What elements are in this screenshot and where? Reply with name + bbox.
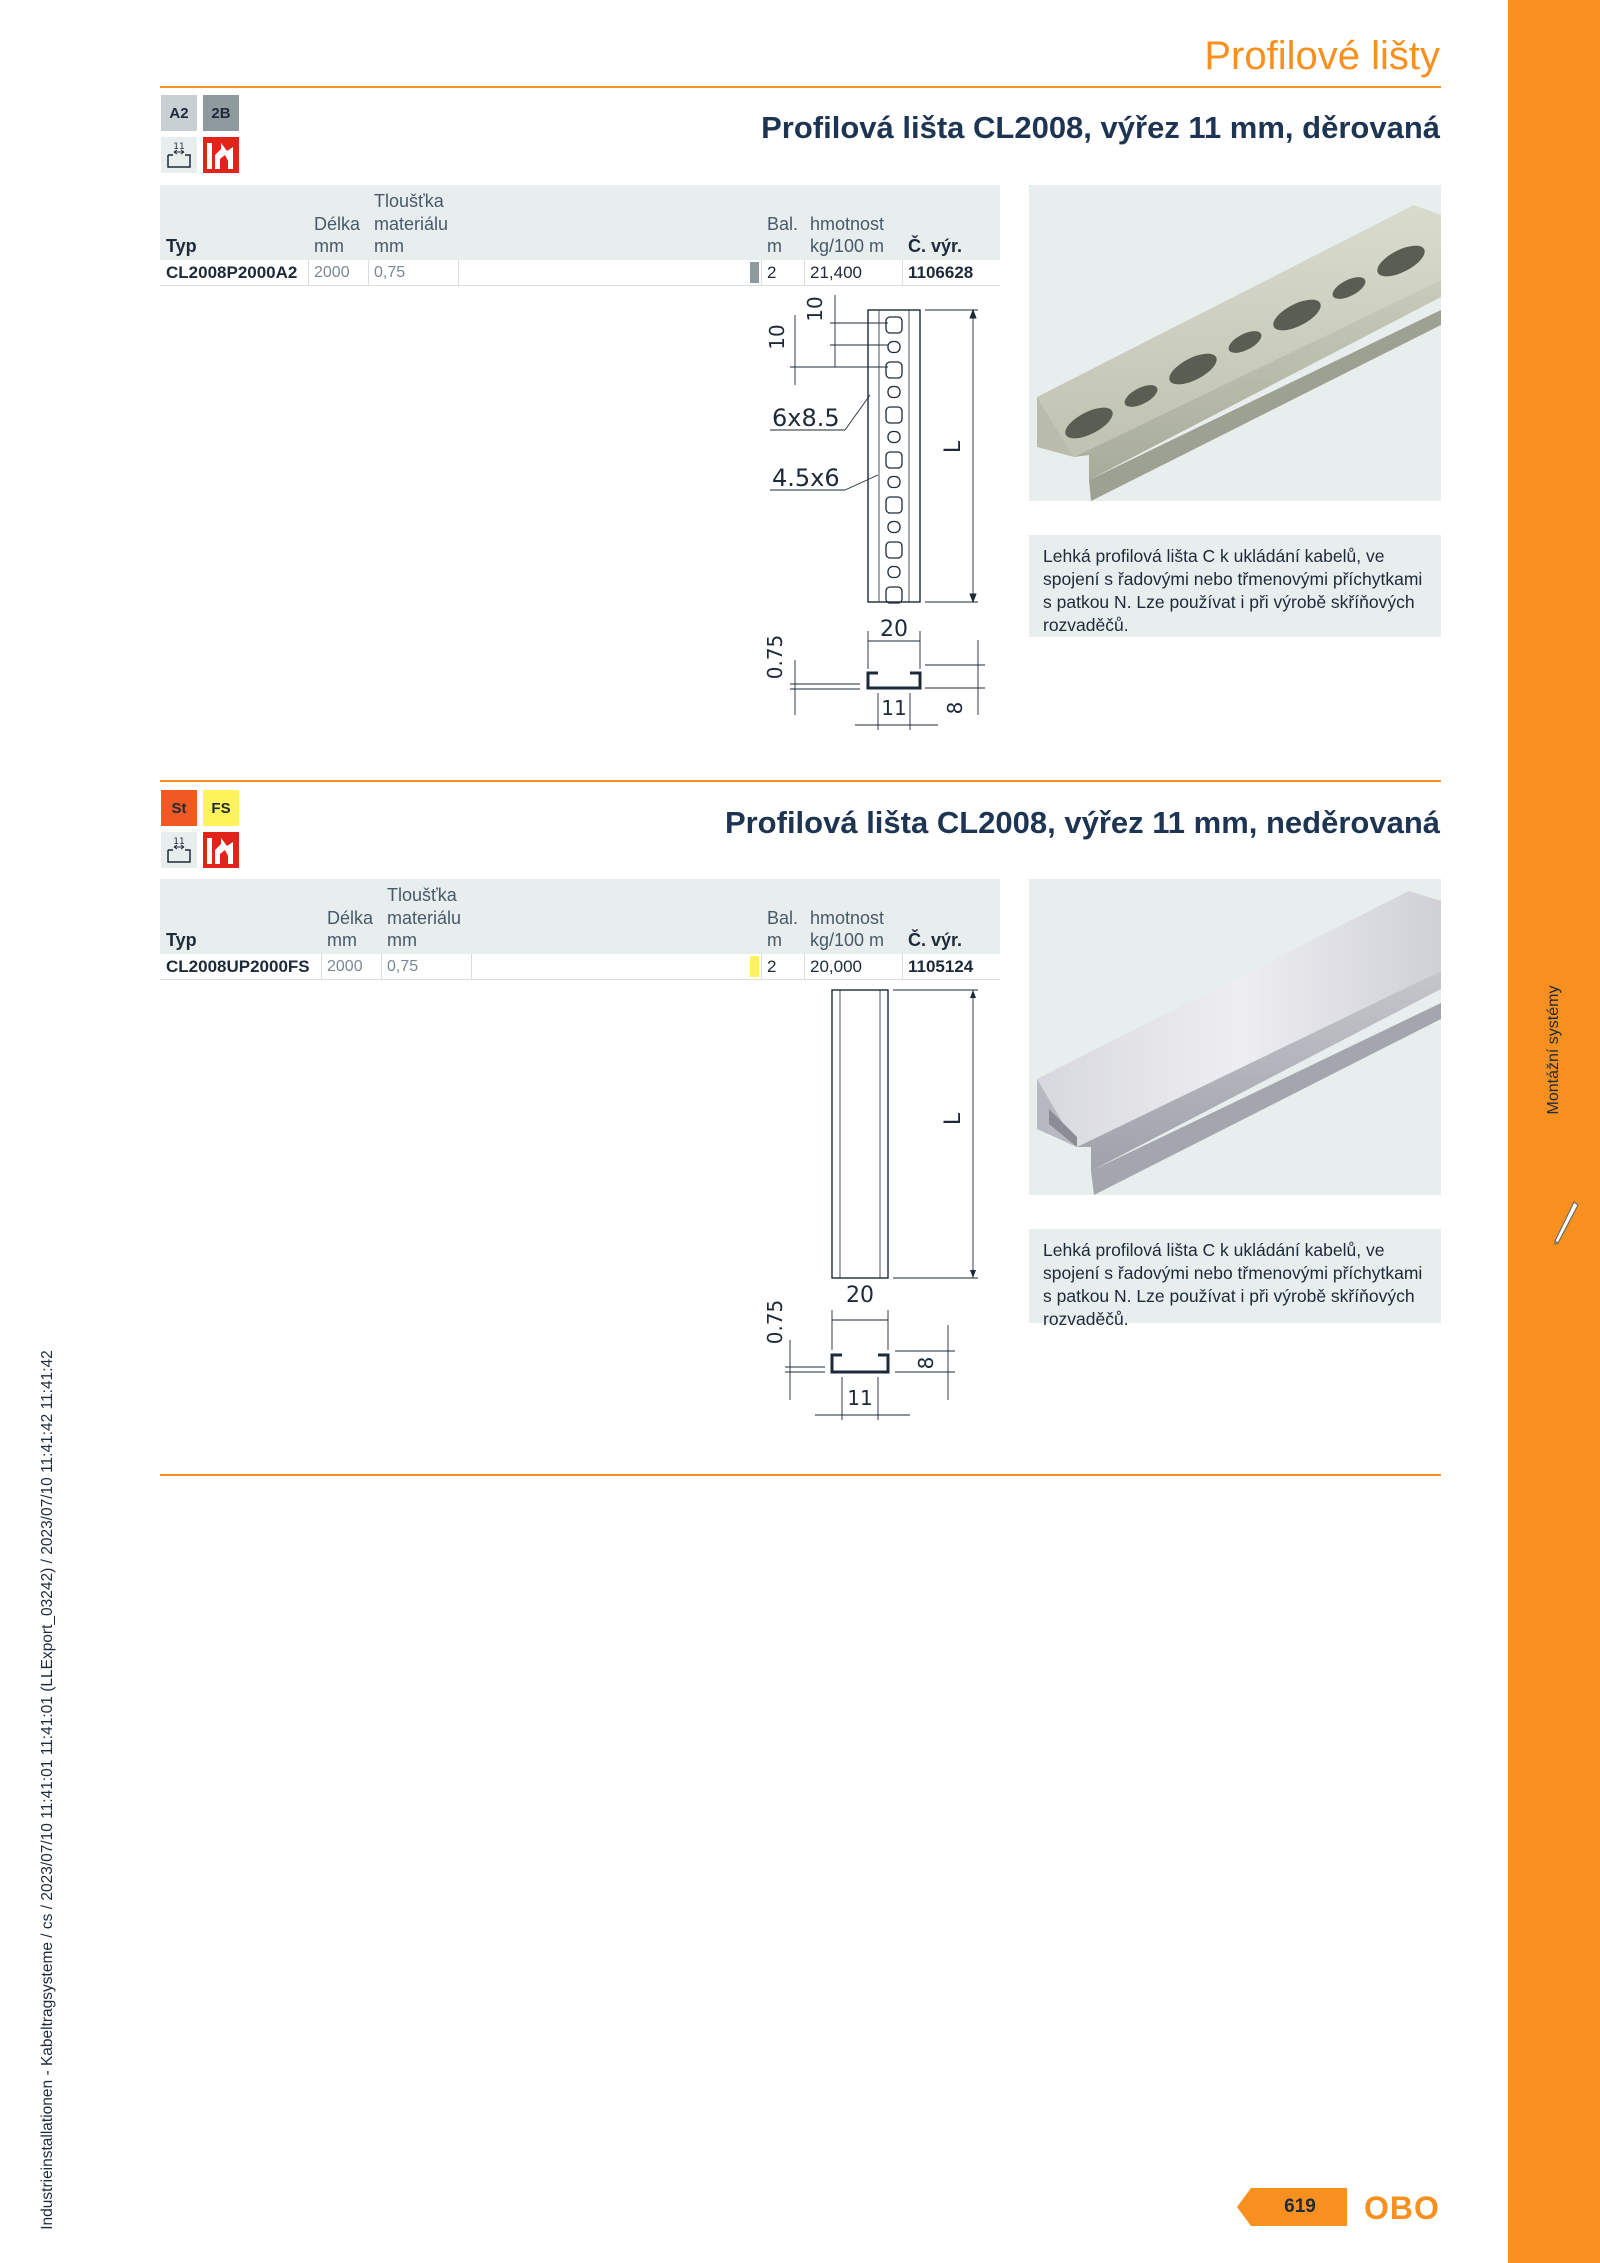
cell-bal: 2 — [767, 957, 777, 976]
col-delka-unit: mm — [327, 930, 357, 950]
dim-length: L — [941, 440, 966, 454]
product-table-header — [160, 185, 1000, 260]
technical-drawing-solid — [760, 980, 1000, 1430]
finish-swatch — [750, 262, 759, 283]
dim-opening: 11 — [881, 696, 907, 720]
cell-hmotnost: 21,400 — [810, 263, 862, 282]
technical-drawing-perforated — [760, 285, 1000, 745]
sidebar-label: Montážní systémy — [1545, 985, 1562, 1115]
slot-hole — [886, 542, 902, 558]
finish-badge: 2B — [203, 95, 239, 131]
finish-badge: FS — [203, 790, 239, 826]
material-badge: A2 — [161, 95, 197, 131]
table-row — [160, 954, 1000, 980]
slot-hole — [886, 497, 902, 513]
cell-tloustka: 0,75 — [387, 958, 419, 975]
cell-cislo-vyrobku: 1106628 — [908, 263, 974, 282]
dim-top-pitch: 10 — [803, 296, 827, 322]
col-tloustka-2: materiálu — [374, 214, 449, 234]
page-number: 619 — [1284, 2196, 1316, 2217]
product-title: Profilová lišta CL2008, výřez 11 mm, děrovaná — [761, 110, 1440, 145]
col-bal-unit: m — [767, 930, 782, 950]
dim-pitch: 10 — [765, 324, 789, 350]
slot-hole — [888, 387, 900, 398]
slot-width-label: 11 — [173, 142, 185, 152]
col-tloustka-unit: mm — [387, 930, 417, 950]
col-delka: Délka — [314, 214, 361, 234]
col-typ: Typ — [166, 236, 197, 256]
cell-typ: CL2008UP2000FS — [166, 957, 310, 976]
dim-length: L — [941, 1112, 966, 1126]
col-bal: Bal. — [767, 908, 799, 928]
cell-delka: 2000 — [327, 958, 363, 975]
slot-width-label: 11 — [173, 837, 185, 847]
slot-width-icon — [161, 832, 197, 868]
table-row — [160, 260, 1000, 286]
slot-hole — [888, 342, 900, 353]
col-hmotnost-unit: kg/100 m — [810, 236, 885, 256]
col-typ: Typ — [166, 930, 197, 950]
header-rule — [160, 86, 1441, 88]
col-hmotnost-unit: kg/100 m — [810, 930, 885, 950]
dim-thickness: 0.75 — [763, 1299, 787, 1345]
dim-height: 8 — [943, 701, 967, 715]
col-delka: Délka — [327, 908, 374, 928]
fire-protection-icon — [203, 832, 239, 868]
cell-tloustka: 0,75 — [374, 264, 406, 281]
cell-delka: 2000 — [314, 264, 350, 281]
cell-bal: 2 — [767, 263, 777, 282]
dim-width: 20 — [880, 617, 908, 642]
col-cislo-vyrobku: Č. výr. — [908, 930, 963, 950]
col-tloustka: Tloušťka — [374, 191, 444, 211]
product-table-header — [160, 879, 1000, 954]
pencil-icon — [1552, 1200, 1580, 1246]
dim-opening: 11 — [847, 1386, 873, 1410]
fire-protection-icon — [203, 137, 239, 173]
material-badge: St — [161, 790, 197, 826]
cell-typ: CL2008P2000A2 — [166, 263, 298, 282]
product-title: Profilová lišta CL2008, výřez 11 mm, neděrovaná — [724, 805, 1440, 840]
col-bal: Bal. — [767, 214, 799, 234]
slot-hole — [886, 362, 902, 378]
slot-hole — [888, 567, 900, 578]
product-photo-perforated — [1029, 185, 1441, 501]
slot-hole — [886, 587, 902, 603]
section-divider — [160, 1474, 1441, 1476]
col-bal-unit: m — [767, 236, 782, 256]
dim-slot-large: 6x8.5 — [772, 404, 840, 432]
section-divider — [160, 780, 1441, 782]
dim-width: 20 — [846, 1283, 874, 1308]
col-delka-unit: mm — [314, 236, 344, 256]
dim-height: 8 — [914, 1356, 938, 1370]
slot-hole — [888, 522, 900, 533]
col-hmotnost: hmotnost — [810, 908, 885, 928]
export-metadata: Industrieinstallationen - Kabeltragsysteme / cs / 2023/07/10 11:41:01 11:41:01 (LLExport_03242) / 2023/07/10 11:41:42 11:41:42 — [39, 1350, 56, 2230]
slot-hole — [886, 407, 902, 423]
cell-cislo-vyrobku: 1105124 — [908, 957, 974, 976]
dim-thickness: 0.75 — [763, 634, 787, 680]
obo-logo: OBO — [1364, 2190, 1440, 2226]
cell-hmotnost: 20,000 — [810, 957, 862, 976]
dim-slot-small: 4.5x6 — [772, 464, 840, 492]
product-photo-solid — [1029, 879, 1441, 1195]
col-tloustka-2: materiálu — [387, 908, 462, 928]
slot-hole — [886, 452, 902, 468]
slot-hole — [888, 477, 900, 488]
finish-swatch — [750, 956, 759, 977]
col-cislo-vyrobku: Č. výr. — [908, 236, 963, 256]
sidebar-band — [1508, 0, 1600, 2263]
slot-width-icon — [161, 137, 197, 173]
page-section-title: Profilové lišty — [1204, 34, 1440, 78]
slot-hole — [886, 317, 902, 333]
slot-hole — [888, 432, 900, 443]
col-tloustka-unit: mm — [374, 236, 404, 256]
col-tloustka: Tloušťka — [387, 885, 457, 905]
col-hmotnost: hmotnost — [810, 214, 885, 234]
product-description: Lehká profilová lišta C k ukládání kabelů, ve spojení s řadovými nebo třmenovými příchytkami s patkou N. Lze používat i při výrobě skříňových rozvaděčů. — [1029, 1229, 1441, 1323]
product-description: Lehká profilová lišta C k ukládání kabelů, ve spojení s řadovými nebo třmenovými příchytkami s patkou N. Lze používat i při výrobě skříňových rozvaděčů. — [1029, 535, 1441, 637]
